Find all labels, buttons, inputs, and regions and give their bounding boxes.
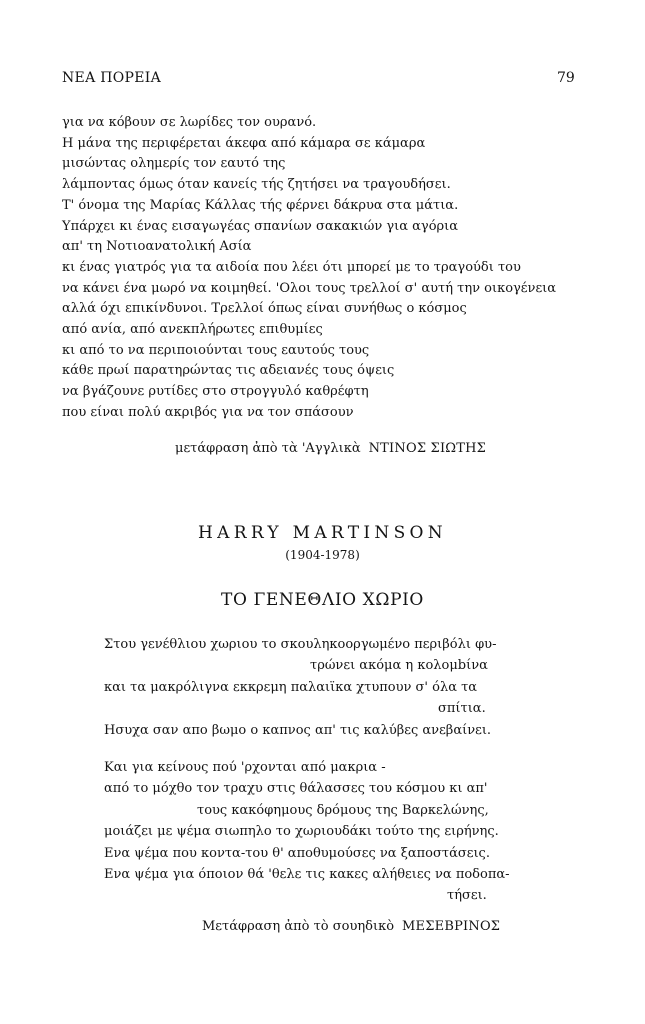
poem-continuation xyxy=(62,113,592,424)
poem-line: μοιάζει με ψέμα σιωπηλο το χωριουδάκι τούτο της ειρήνης. xyxy=(104,824,499,840)
poem-line: αλλά όχι επικίνδυνοι. Τρελλοί όπως είναι συνήθως ο κόσμος xyxy=(62,301,467,317)
poem-line: Ενα ψέμα για όποιον θά 'θελε τις κακες αλήθειες να ποδοπα- xyxy=(104,866,510,882)
poem-line: που είναι πολύ ακριβός για να τον σπάσουν xyxy=(62,404,354,420)
poem-line: Η μάνα της περιφέρεται άκεφα από κάμαρα σε κάμαρα xyxy=(62,135,426,151)
poem-body xyxy=(104,634,604,907)
credit-label: μετάφραση ἀπὸ τὰ 'Αγγλικὰ xyxy=(175,441,361,456)
poet-name: HARRY MARTINSON xyxy=(198,523,447,543)
poem-line: για να κόβουν σε λωρίδες τον ουρανό. xyxy=(62,115,317,130)
poem-line: από ανία, από ανεκπλήρωτες επιθυμίες xyxy=(62,322,323,338)
poet-dates: (1904-1978) xyxy=(285,548,360,562)
poem-line: σπίτια. xyxy=(438,701,486,717)
poem-line: να κάνει ένα μωρό να κοιμηθεί. 'Ολοι τους τρελλοί σ' αυτή την οικογένεια xyxy=(62,280,557,296)
poem-line: Ησυχα σαν απο βωμο ο καπνος απ' τις καλύβες ανεβαίνει. xyxy=(104,722,492,738)
poem-line: και τα μακρόλιγνα εκκρεμη παλαιϊκα χτυπουν σ' όλα τα xyxy=(104,679,478,695)
credit-label: Μετάφραση ἀπὸ τὸ σουηδικὸ xyxy=(202,919,395,934)
poem-line: να βγάζουνε ρυτίδες στο στρογγυλό καθρέφτη xyxy=(62,384,369,400)
poem-line: λάμποντας όμως όταν κανείς τής ζητήσει να τραγουδήσει. xyxy=(62,177,451,193)
poem-line: τους κακόφημους δρόμους της Βαρκελώνης, xyxy=(197,802,489,818)
poem-line: Υπάρχει κι ένας εισαγωγέας σπανίων σακακιών για αγόρια xyxy=(62,218,459,234)
poem-line: από το μόχθο τον τραχυ στις θάλασσες του κόσμου κι απ' xyxy=(104,781,488,797)
poem-line: κι από το να περιποιούνται τους εαυτούς τους xyxy=(62,342,370,358)
poem-line: μισώντας ολημερίς τον εαυτό της xyxy=(62,156,286,172)
page-number: 79 xyxy=(557,70,575,86)
translator-name: ΝΤΙΝΟΣ ΣΙΩΤΗΣ xyxy=(368,441,487,456)
journal-title: ΝΕΑ ΠΟΡΕΙΑ xyxy=(62,70,161,86)
poem-line: Ενα ψέμα που κοντα-του θ' αποθυμούσες να ξαποστάσεις. xyxy=(104,845,490,861)
poem-line: τήσει. xyxy=(447,888,487,904)
translator-name: ΜΕΣΕΒΡΙΝΟΣ xyxy=(402,919,501,934)
poem-line: κάθε πρωί παρατηρώντας τις αδειανές τους όψεις xyxy=(62,363,395,379)
poem-line: Στου γενέθλιου χωριου το σκουληκοοργωμένο περιβόλι φυ- xyxy=(104,637,497,652)
poem-title: ΤΟ ΓΕΝΕΘΛΙΟ ΧΩΡΙΟ xyxy=(221,590,424,610)
translation-credit xyxy=(175,441,486,456)
stanza-break xyxy=(104,741,604,757)
poem-line: κι ένας γιατρός για τα αιδοία που λέει ότι μπορεί με το τραγούδι του xyxy=(62,259,521,275)
poem-line: Και για κείνους πού 'ρχονται από μακρια - xyxy=(104,759,386,775)
translation-credit xyxy=(202,919,500,934)
poem-line: τρώνει ακόμα η κολομbίνα xyxy=(310,658,488,674)
poem-line: Τ' όνομα της Μαρίας Κάλλας τής φέρνει δάκρυα στα μάτια. xyxy=(62,197,459,213)
poem-line: απ' τη Νοτιοανατολική Ασία xyxy=(62,239,252,255)
